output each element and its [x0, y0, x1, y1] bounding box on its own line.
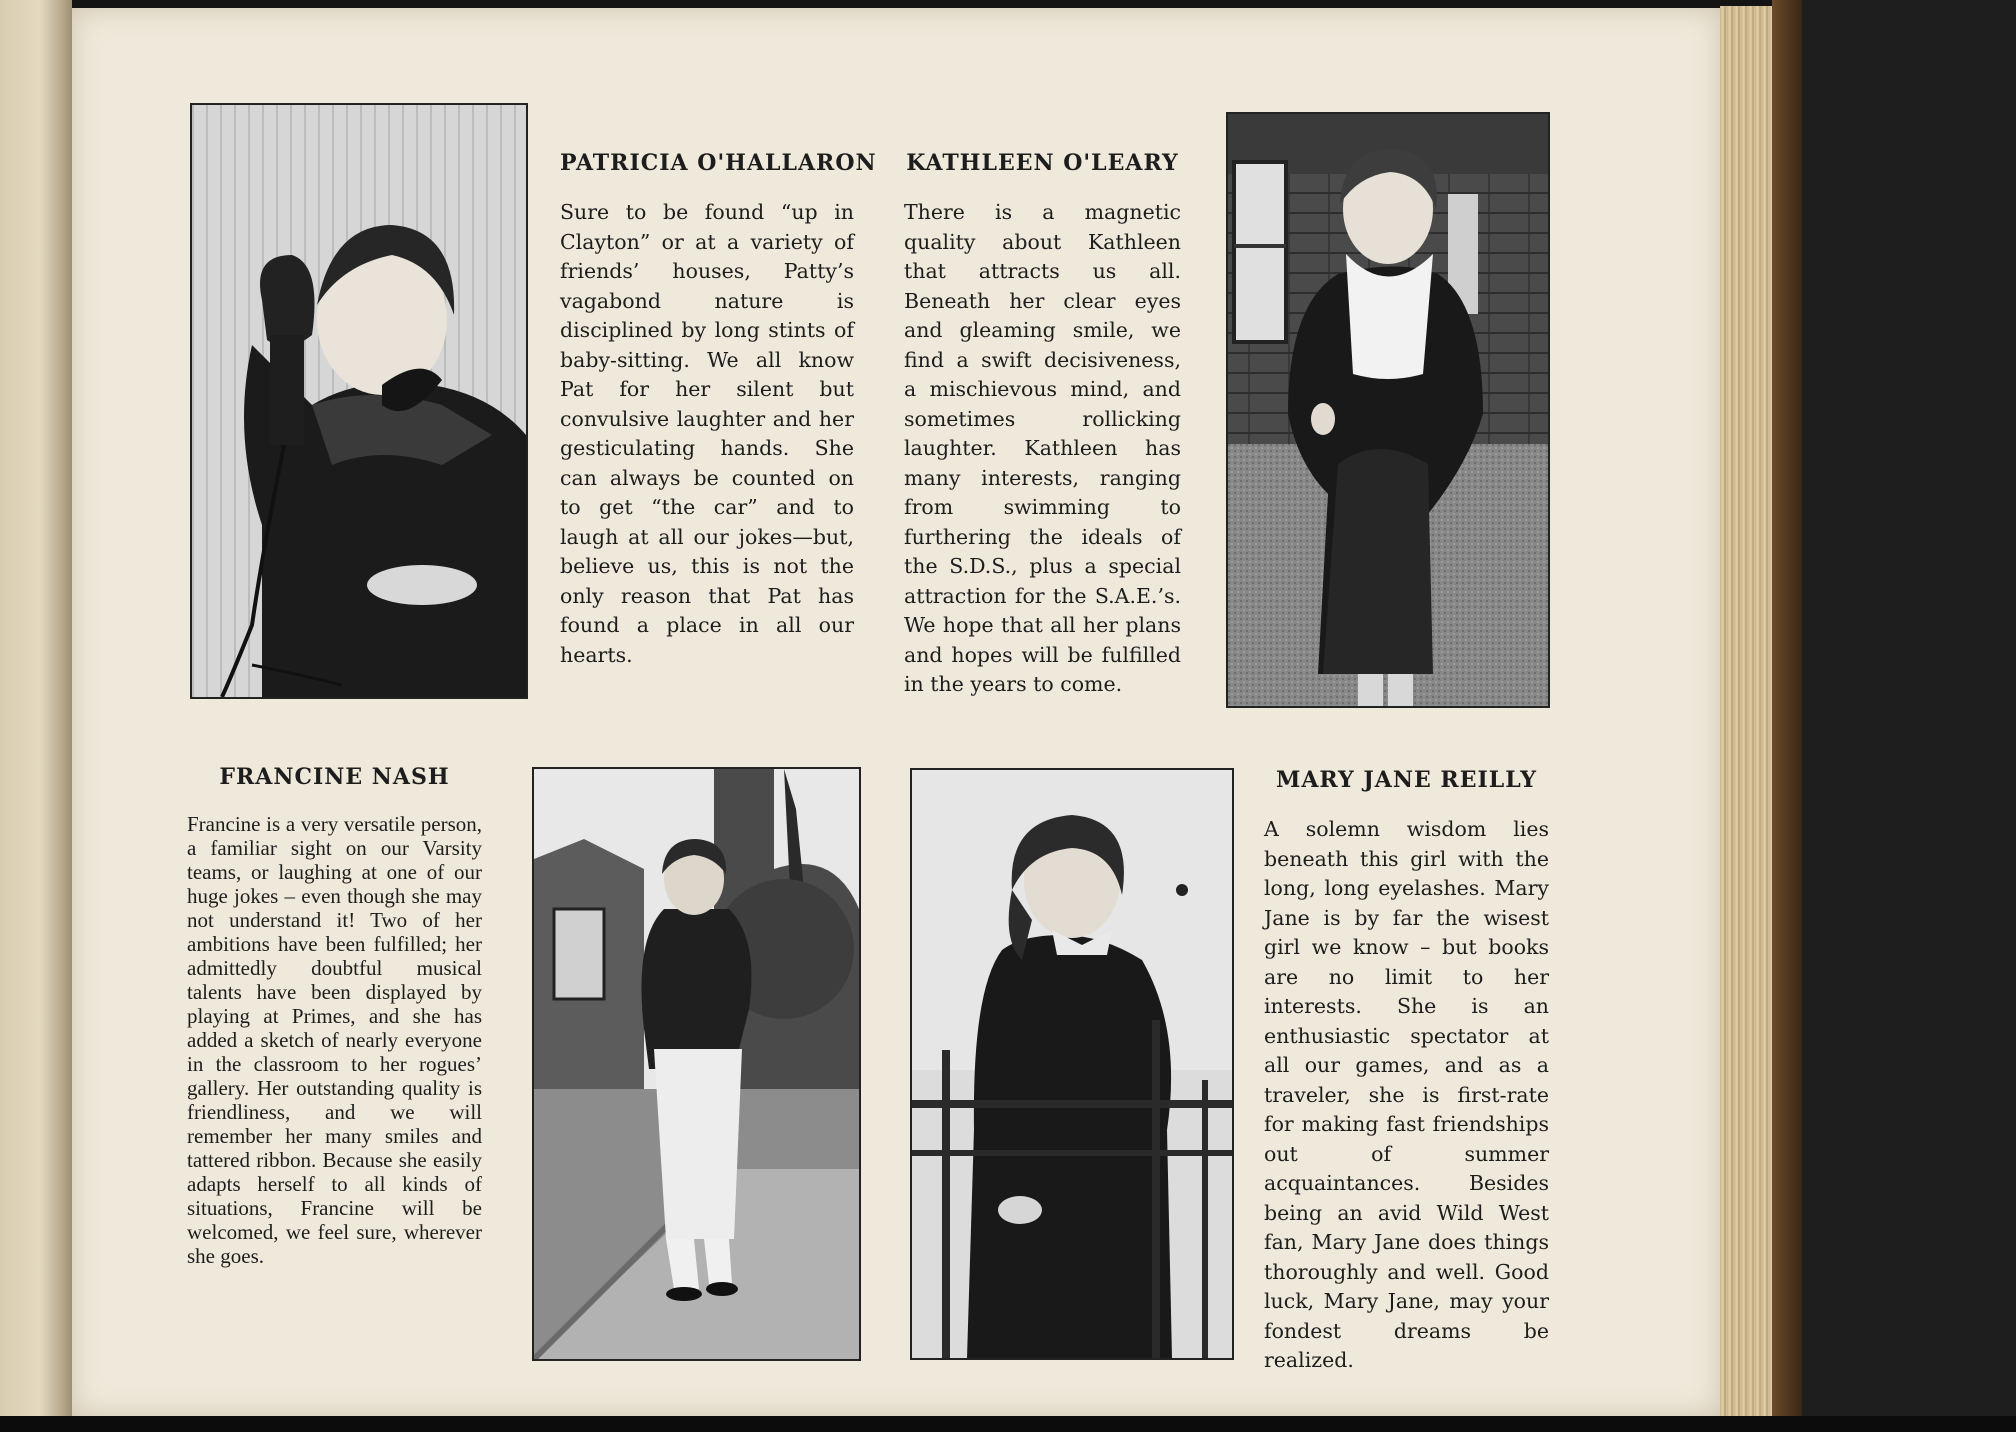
photo-francine	[532, 767, 861, 1361]
bio-patricia	[560, 150, 877, 670]
book-cover-edge	[1772, 0, 1802, 1432]
bio-francine	[187, 764, 482, 1268]
photo-kathleen	[1226, 112, 1550, 708]
bio-text: There is a magnetic quality about Kathleen that attracts us all. Beneath her clear eyes and gleaming smile, we find a swift decisiveness, a mischievous mind, and sometimes rollicking laughter. Kathleen has many interests, ranging from swimming to furthering the ideals of the S.D.S., plus a special attraction for the S.A.E.’s. We hope that all her plans and hopes will be fulfilled in the years to come.	[904, 200, 1181, 696]
bio-name: MARY JANE REILLY	[1276, 767, 1537, 793]
photo-maryjane	[910, 768, 1234, 1360]
bio-kathleen	[904, 150, 1181, 700]
left-page-edge	[0, 0, 72, 1432]
bio-text: A solemn wisdom lies beneath this girl with the long, long eyelashes. Mary Jane is by far the wisest girl we know – but books are no limit to her interests. She is an enthusiastic spectator at all our games, and as a traveler, she is first-rate for making fast friendships out of summer acquaintances. Besides being an avid Wild West fan, Mary Jane does things thoroughly and well. Good luck, Mary Jane, may your fondest dreams be realized.	[1264, 817, 1549, 1372]
page-stack-edge	[1720, 6, 1772, 1418]
bio-text: Francine is a very versatile person, a familiar sight on our Varsity teams, or laughing at one of our huge jokes – even though she may not understand it! Two of her ambitions have been fulfilled; her admittedly doubtful musical talents have been displayed by playing at Primes, and she has added a sketch of nearly everyone in the classroom to her rogues’ gallery. Her outstanding quality is friendliness, and we will remember her many smiles and tattered ribbon. Because she easily adapts herself to all kinds of situations, Francine will be welcomed, we feel sure, wherever she goes.	[187, 812, 482, 1268]
bio-text: Sure to be found “up in Clayton” or at a variety of friends’ houses, Patty’s vagabond nature is disciplined by long stints of baby-sitting. We all know Pat for her silent but convulsive laughter and her gesticulating hands. She can always be counted on to get “the car” and to laugh at all our jokes—but, believe us, this is not the only reason that Pat has found a place in all our hearts.	[560, 200, 854, 667]
bio-name: PATRICIA O'HALLARON	[560, 150, 877, 176]
bio-name: FRANCINE NASH	[219, 764, 450, 790]
photo-patricia	[190, 103, 528, 699]
bio-maryjane	[1264, 767, 1549, 1376]
bottom-shadow	[0, 1416, 2016, 1432]
background-surface	[1802, 0, 2016, 1432]
bio-name: KATHLEEN O'LEARY	[906, 150, 1179, 176]
